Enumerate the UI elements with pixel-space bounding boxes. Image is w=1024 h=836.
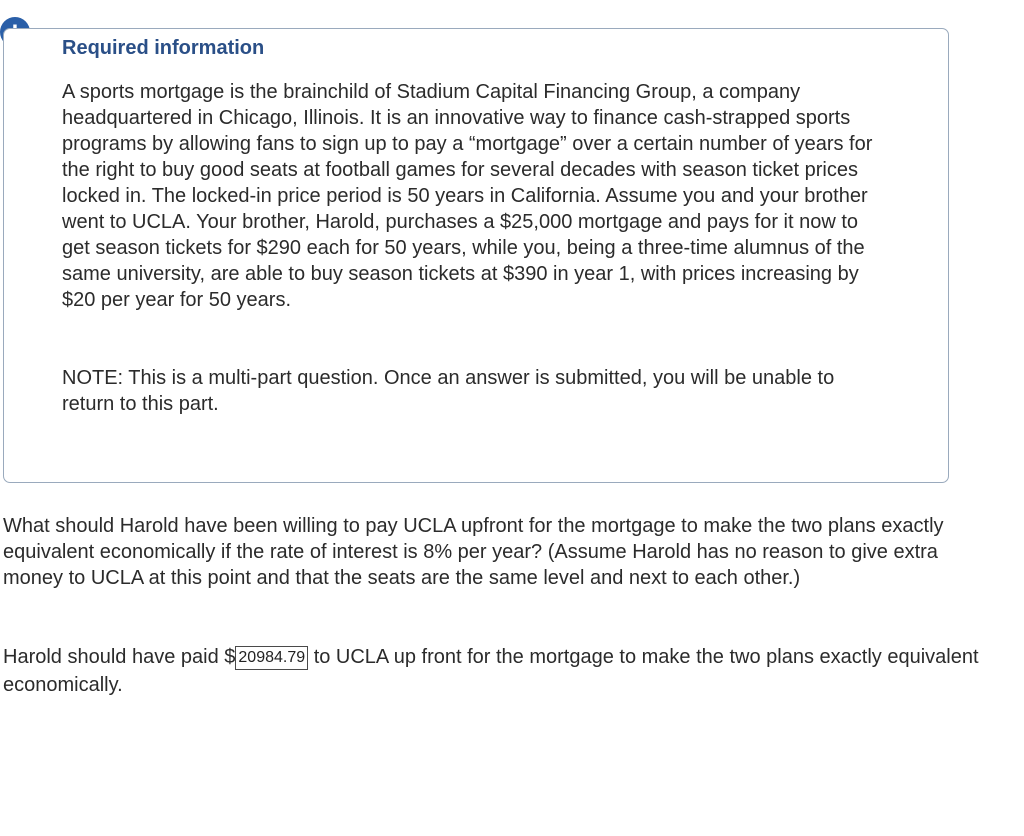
scenario-text: A sports mortgage is the brainchild of Stadium Capital Financing Group, a company headquartered in Chicago, Illinois. It is an innovative way to finance cash-strapped sports programs by allowing fans to sign up to pay a “mortgage” over a certain number of years for the right to buy good seats at football games for several decades with season ticket prices locked in. The locked-in price period is 50 years in California. Assume you and your brother went to UCLA. Your brother, Harold, purchases a $25,000 mortgage and pays for it now to get season tickets for $290 each for 50 years, while you, being a three-time alumnus of the same university, are able to buy season tickets at $390 in year 1, with prices increasing by $20 per year for 50 years. [62, 81, 873, 311]
answer-input[interactable]: 20984.79 [235, 646, 308, 670]
question-text: What should Harold have been willing to pay UCLA upfront for the mortgage to make the two plans exactly equivalent economically if the rate of interest is 8% per year? (Assume Harold has no reason to give extra money to UCLA at this point and that the seats are the same level and next to each other.) [3, 515, 944, 589]
answer-prefix: Harold should have paid $ [3, 646, 236, 668]
required-information-title: Required information [62, 37, 265, 59]
answer-sentence [3, 643, 993, 699]
answer-suffix: to UCLA up front for the mortgage to make the two plans exactly equivalent economically. [3, 646, 979, 696]
multi-part-note: NOTE: This is a multi-part question. Once an answer is submitted, you will be unable to return to this part. [62, 367, 835, 415]
